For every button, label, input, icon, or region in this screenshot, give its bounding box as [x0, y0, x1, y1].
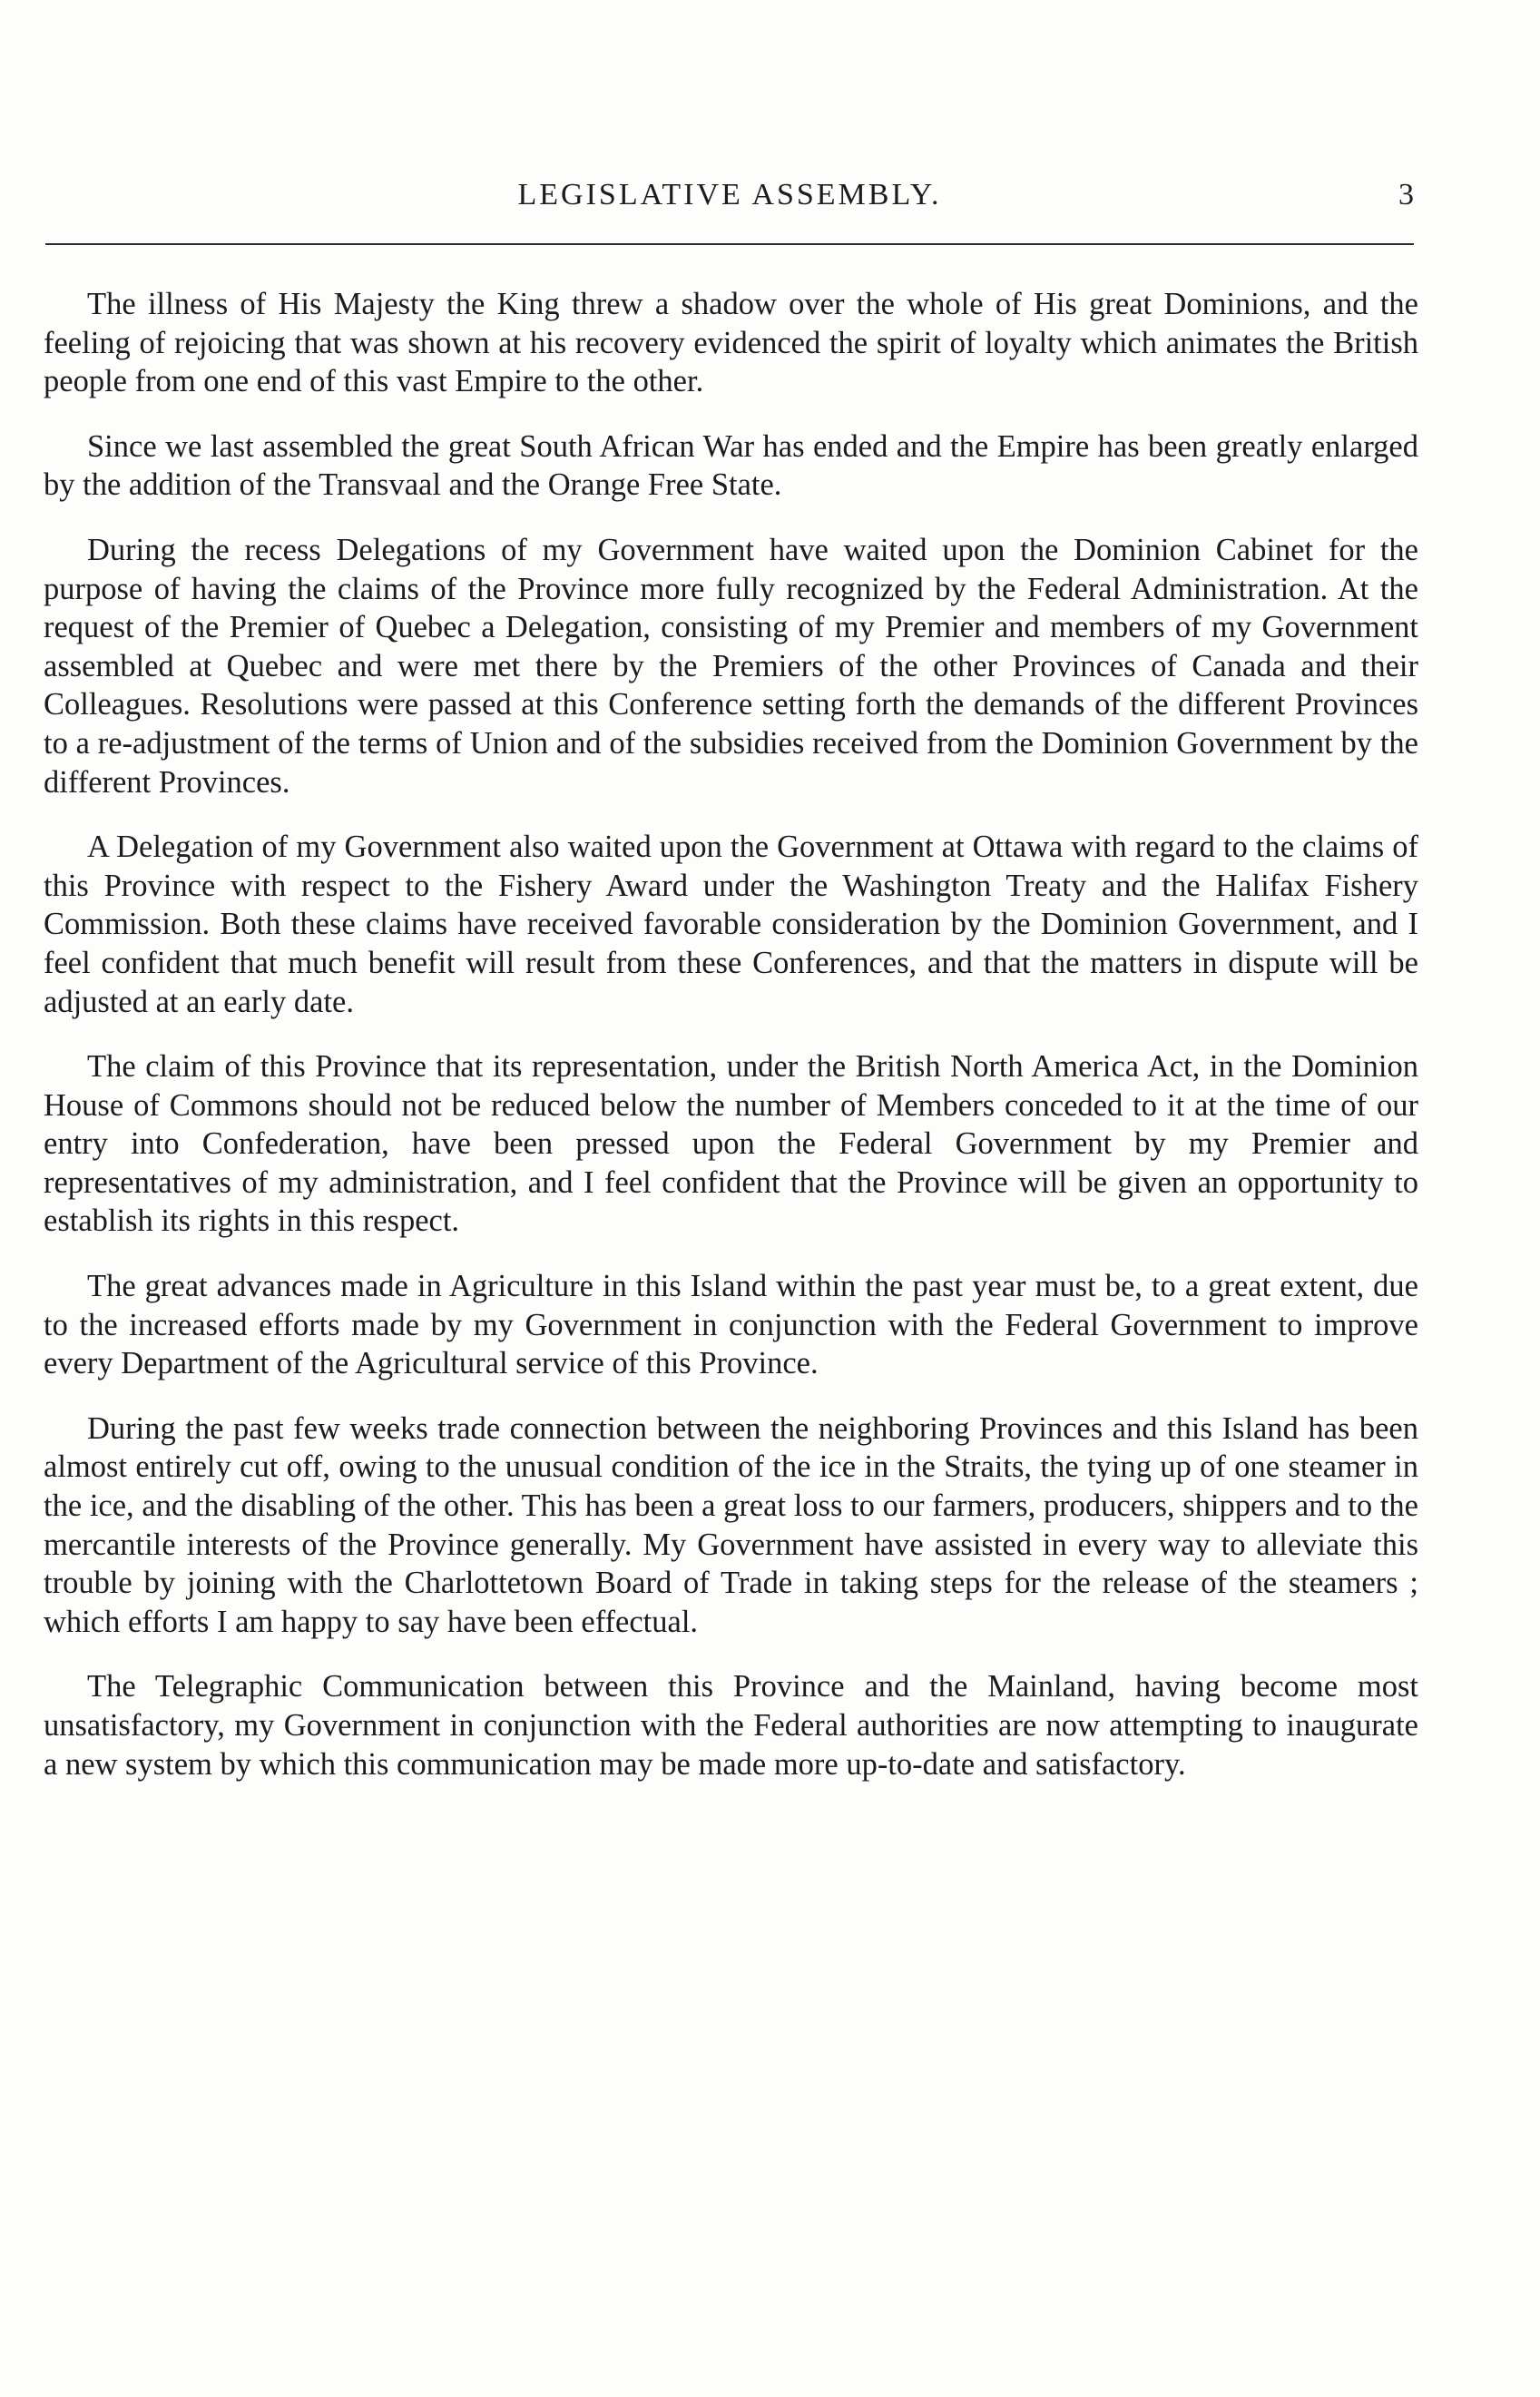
- paragraph-trade-connection: During the past few weeks trade connection between the neighboring Provinces and this Island has been almost entirely cut off, owing to the unusual condition of the ice in the Straits, the tying up of one steamer in the ice, and the disabling of the other. This has been a great loss to our farmers, producers, shippers and to the mercantile interests of the Province generally. My Government have assisted in every way to alleviate this trouble by joining with the Charlottetown Board of Trade in taking steps for the release of the steamers ; which efforts I am happy to say have been effectual.: [44, 1410, 1418, 1639]
- body-text: [44, 285, 1418, 1810]
- paragraph-telegraphic-communication: The Telegraphic Communication between this Province and the Mainland, having become most unsatisfactory, my Government in conjunction with the Federal authorities are now attempting to inaugurate a new system by which this communication may be made more up-to-date and satisfactory.: [44, 1669, 1418, 1782]
- running-title: LEGISLATIVE ASSEMBLY.: [517, 178, 942, 211]
- paragraph-agriculture: The great advances made in Agriculture in this Island within the past year must be, to a great extent, due to the increased efforts made by my Government in conjunction with the Federal Government to improve every Department of the Agricultural service of this Province.: [44, 1269, 1418, 1381]
- paragraph-south-african-war: Since we last assembled the great South African War has ended and the Empire has been greatly enlarged by the addition of the Transvaal and the Orange Free State.: [44, 428, 1418, 503]
- paragraph-delegations-quebec: During the recess Delegations of my Government have waited upon the Dominion Cabinet for the purpose of having the claims of the Province more fully recognized by the Federal Administration. At the request of the Premier of Quebec a Delegation, consisting of my Premier and members of my Government assembled at Quebec and were met there by the Premiers of the other Provinces of Canada and their Colleagues. Resolutions were passed at this Conference setting forth the demands of the different Provinces to a re-adjustment of the terms of Union and of the subsidies received from the Dominion Government by the different Provinces.: [44, 532, 1418, 800]
- paragraph-fishery-award: A Delegation of my Government also waited upon the Government at Ottawa with regard to the claims of this Province with respect to the Fishery Award under the Washington Treaty and the Halifax Fishery Commission. Both these claims have received favorable consideration by the Dominion Government, and I feel confident that much benefit will result from these Conferences, and that the matters in dispute will be adjusted at an early date.: [44, 830, 1418, 1019]
- header-rule: [45, 243, 1414, 245]
- paragraph-representation: The claim of this Province that its representation, under the British North America Act, in the Dominion House of Commons should not be reduced below the number of Members conceded to it at the time of our entry into Confederation, have been pressed upon the Federal Government by my Premier and representatives of my administration, and I feel confident that the Province will be given an opportunity to establish its rights in this respect.: [44, 1049, 1418, 1239]
- paragraph-king-illness: The illness of His Majesty the King threw a shadow over the whole of His great Dominions, and the feeling of rejoicing that was shown at his recovery evidenced the spirit of loyalty which animates the British people from one end of this vast Empire to the other.: [44, 287, 1418, 399]
- running-head: [45, 178, 1414, 223]
- page-number: 3: [1398, 178, 1414, 211]
